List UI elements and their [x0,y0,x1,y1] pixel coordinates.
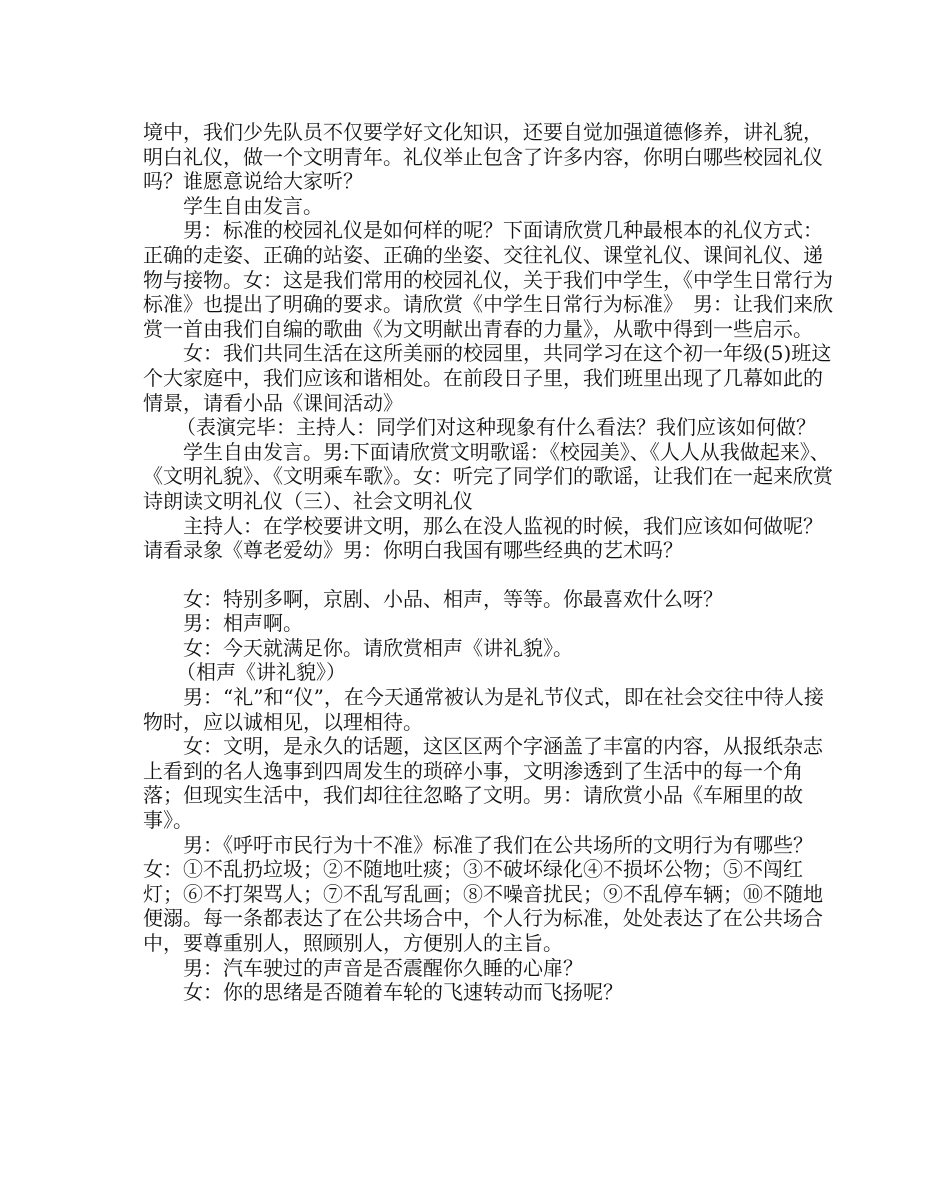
paragraph: 女：特别多啊，京剧、小品、相声，等等。你最喜欢什么呀？ [183,586,723,611]
paragraph: 女：你的思绪是否随着车轮的飞速转动而飞扬呢？ [183,980,623,1005]
paragraph: 男：标准的校园礼仪是如何样的呢？下面请欣赏几种最根本的礼仪方式：正确的走姿、正确的站姿、正确的坐姿、交往礼仪、课堂礼仪、课间礼仪、递物与接物。女：这是我们常用的校园礼仪，关于我们中学生，《中学生日常行为标准》也提出了明确的要求。请欣赏《中学生日常行为标准》 男：让我们来欣赏一首由我们自编的歌曲《为文明献出青春的力量》，从歌中得到一些启示。 [143,218,833,341]
paragraph: 男：相声啊。 [183,611,303,636]
paragraph: 女：文明，是永久的话题，这区区两个字涵盖了丰富的内容，从报纸杂志上看到的名人逸事到四周发生的琐碎小事，文明渗透到了生活中的每一个角落；但现实生活中，我们却往往忽略了文明。男：请欣赏小品《车厢里的故事》。 [143,734,823,833]
paragraph: 女：我们共同生活在这所美丽的校园里，共同学习在这个初一年级(5)班这个大家庭中，我们应该和谐相处。在前段日子里，我们班里出现了几幕如此的情景，请看小品《课间活动》 [143,341,832,415]
paragraph: 学生自由发言。男:下面请欣赏文明歌谣：《校园美》、《人人从我做起来》、《文明礼貌》、《文明乘车歌》。女：听完了同学们的歌谣，让我们在一起来欣赏诗朗读文明礼仪（三）、社会文明礼仪 [143,439,833,513]
paragraph: 学生自由发言。 [183,193,323,218]
paragraph: 男：《呼吁市民行为十不准》标准了我们在公共场所的文明行为有哪些？女：①不乱扔垃圾；②不随地吐痰；③不破坏绿化④不损坏公物；⑤不闯红灯；⑥不打架骂人；⑦不乱写乱画；⑧不噪音扰民；⑨不乱停车辆；⑩不随地便溺。每一条都表达了在公共场合中，个人行为标准，处处表达了在公共场合中，要尊重别人，照顾别人，方便别人的主旨。 [143,832,823,955]
paragraph: 境中，我们少先队员不仅要学好文化知识，还要自觉加强道德修养，讲礼貌，明白礼仪，做一个文明青年。礼仪举止包含了许多内容，你明白哪些校园礼仪吗？谁愿意说给大家听？ [143,120,823,194]
document-body [143,120,833,1005]
paragraph: 女：今天就满足你。请欣赏相声《讲礼貌》。 [183,635,573,660]
paragraph: （表演完毕：主持人：同学们对这种现象有什么看法？我们应该如何做？ [176,415,816,440]
paragraph: （相声《讲礼貌》） [176,660,346,685]
paragraph: 男：汽车驶过的声音是否震醒你久睡的心扉？ [183,955,583,980]
paragraph: 男：“礼”和“仪”，在今天通常被认为是礼节仪式，即在社会交往中待人接物时，应以诚相见，以理相待。 [143,685,824,734]
blank-line [143,563,833,587]
paragraph: 主持人：在学校要讲文明，那么在没人监视的时候，我们应该如何做呢？请看录象《尊老爱幼》男：你明白我国有哪些经典的艺术吗？ [143,513,823,563]
